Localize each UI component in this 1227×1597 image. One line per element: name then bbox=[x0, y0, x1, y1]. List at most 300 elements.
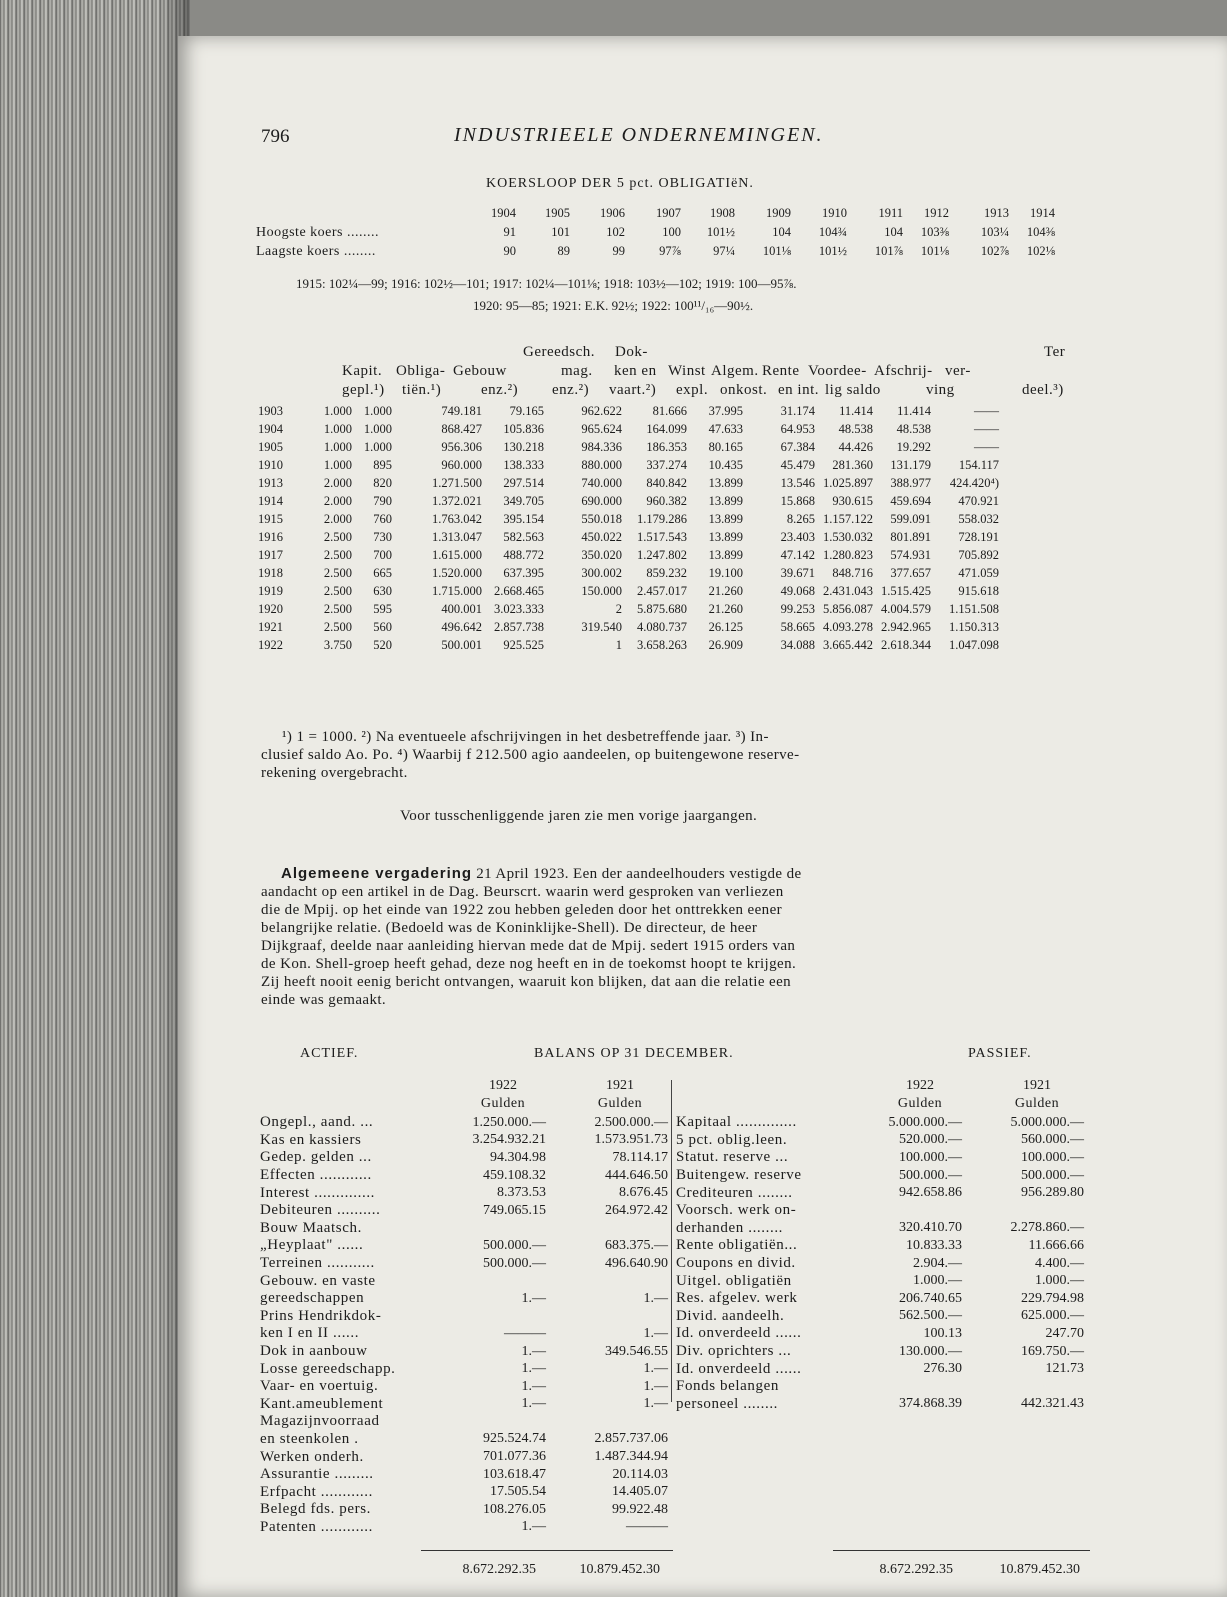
passief-label: Buitengew. reserve bbox=[676, 1167, 802, 1184]
exp-cell: 1.763.042 bbox=[432, 511, 482, 526]
actief-label: Effecten ............ bbox=[260, 1167, 372, 1184]
actief-value: 749.065.15 bbox=[483, 1202, 546, 1218]
actief-unit: Gulden bbox=[597, 1096, 643, 1111]
passief-value: 2.904.— bbox=[913, 1255, 962, 1271]
exp-year: 1921 bbox=[258, 619, 283, 634]
koers-value: 101½ bbox=[706, 225, 735, 239]
actief-value: 3.254.932.21 bbox=[472, 1132, 546, 1148]
actief-label: Gebouw. en vaste bbox=[260, 1272, 376, 1289]
actief-value: 20.114.03 bbox=[612, 1466, 668, 1482]
koers-value: 97¼ bbox=[713, 244, 735, 258]
exp-cell: 459.694 bbox=[890, 493, 931, 508]
passief-row bbox=[676, 1255, 1084, 1273]
passief-value: 100.13 bbox=[923, 1325, 962, 1341]
exp-cell: 2.500 bbox=[323, 619, 352, 634]
passief-unit: Gulden bbox=[897, 1096, 943, 1111]
exp-cell: 19.100 bbox=[708, 565, 743, 580]
actief-total-1922: 8.672.292.35 bbox=[462, 1562, 536, 1577]
actief-label: en steenkolen . bbox=[260, 1430, 359, 1447]
exp-cell: 23.403 bbox=[780, 529, 815, 544]
actief-row bbox=[260, 1466, 668, 1484]
exp-cell: 81.666 bbox=[652, 403, 687, 418]
passief-row bbox=[676, 1360, 1084, 1378]
actief-total-1921: 10.879.452.30 bbox=[579, 1562, 660, 1577]
exp-cell: 58.665 bbox=[780, 619, 815, 634]
koers-value: 89 bbox=[557, 244, 570, 258]
actief-row bbox=[260, 1360, 668, 1378]
koers-year: 1907 bbox=[656, 206, 681, 220]
exp-cell: 26.125 bbox=[708, 619, 743, 634]
exp-cell: 471.059 bbox=[958, 565, 999, 580]
actief-label: Vaar- en voertuig. bbox=[260, 1378, 379, 1395]
exp-cell: 131.179 bbox=[890, 457, 931, 472]
exp-cell: 740.000 bbox=[581, 475, 622, 490]
passief-year-1922: 1922 bbox=[906, 1078, 934, 1093]
passief-value: 625.000.— bbox=[1021, 1308, 1084, 1324]
actief-value: 500.000.— bbox=[483, 1237, 546, 1253]
actief-value bbox=[438, 1220, 546, 1238]
actief-value: 8.373.53 bbox=[497, 1185, 546, 1201]
actief-value: ——— bbox=[626, 1519, 668, 1535]
balans-passief-label: PASSIEF. bbox=[968, 1046, 1032, 1061]
passief-row bbox=[676, 1308, 1084, 1326]
koers-year: 1905 bbox=[545, 206, 570, 220]
exp-cell: 10.435 bbox=[708, 457, 743, 472]
passief-row bbox=[676, 1325, 1084, 1343]
exp-cell: 1.000 bbox=[363, 439, 392, 454]
koers-value: 91 bbox=[503, 225, 516, 239]
exp-cell: 11.414 bbox=[897, 403, 931, 418]
exp-cell: 915.618 bbox=[958, 583, 999, 598]
koers-year-row bbox=[256, 204, 1055, 223]
actief-value: 1.— bbox=[521, 1396, 546, 1412]
exp-cell: 1.615.000 bbox=[432, 547, 482, 562]
exp-cell: 960.382 bbox=[646, 493, 687, 508]
passief-label: Crediteuren ........ bbox=[676, 1184, 793, 1201]
exp-cell: 496.642 bbox=[441, 619, 482, 634]
exp-cell: 2.457.017 bbox=[637, 583, 687, 598]
exp-cell: 349.705 bbox=[503, 493, 544, 508]
actief-value: 500.000.— bbox=[483, 1255, 546, 1271]
passief-unit: Gulden bbox=[1014, 1096, 1060, 1111]
exp-cell: 1.517.543 bbox=[637, 529, 687, 544]
exp-cell: 300.002 bbox=[581, 565, 622, 580]
exp-cell: 700 bbox=[373, 547, 392, 562]
koers-value: 102 bbox=[606, 225, 625, 239]
koers-table bbox=[256, 204, 1055, 261]
actief-row bbox=[260, 1448, 668, 1466]
exp-cell: 582.563 bbox=[503, 529, 544, 544]
exp-header: lig saldo bbox=[825, 382, 881, 398]
exp-cell: 705.892 bbox=[958, 547, 999, 562]
passief-label: Coupons en divid. bbox=[676, 1255, 796, 1272]
passief-label: Fonds belangen bbox=[676, 1378, 779, 1395]
exp-year: 1910 bbox=[258, 457, 283, 472]
passief-label: Statut. reserve ... bbox=[676, 1149, 789, 1166]
exp-cell: 930.615 bbox=[832, 493, 873, 508]
exp-cell: 138.333 bbox=[503, 457, 544, 472]
exp-cell: 186.353 bbox=[646, 439, 687, 454]
exp-row bbox=[258, 456, 999, 474]
exp-header: ken en bbox=[614, 363, 657, 379]
exp-cell: 2.500 bbox=[323, 565, 352, 580]
actief-value bbox=[438, 1308, 546, 1326]
exp-cell: 37.995 bbox=[708, 403, 743, 418]
exp-cell: 859.232 bbox=[646, 565, 687, 580]
exp-row bbox=[258, 510, 999, 528]
koers-note-line2: 1920: 95—85; 1921: E.K. 92½; 1922: 100¹¹/₁₆—90½. bbox=[473, 298, 754, 313]
actief-value: 108.276.05 bbox=[483, 1501, 546, 1517]
actief-value bbox=[546, 1220, 668, 1238]
exp-cell: 665 bbox=[373, 565, 392, 580]
exp-cell: 130.218 bbox=[503, 439, 544, 454]
exp-cell: 500.001 bbox=[441, 637, 482, 652]
exp-year: 1903 bbox=[258, 403, 283, 418]
exp-cell: 31.174 bbox=[780, 403, 815, 418]
passief-label: personeel ........ bbox=[676, 1395, 779, 1412]
actief-value: 444.646.50 bbox=[605, 1167, 668, 1183]
exp-cell: 13.546 bbox=[780, 475, 815, 490]
koers-value: 104 bbox=[772, 225, 791, 239]
exp-row bbox=[258, 582, 999, 600]
passief-label: Id. onverdeeld ...... bbox=[676, 1360, 802, 1377]
exp-cell: 2.857.738 bbox=[494, 619, 544, 634]
exp-cell: 2.500 bbox=[323, 583, 352, 598]
actief-label: Kant.ameublement bbox=[260, 1395, 384, 1412]
actief-row bbox=[260, 1519, 668, 1537]
exp-cell: 790 bbox=[373, 493, 392, 508]
exp-cell: 1.000 bbox=[363, 421, 392, 436]
actief-row bbox=[260, 1378, 668, 1396]
passief-value: 500.000.— bbox=[1021, 1167, 1084, 1183]
actief-row bbox=[260, 1132, 668, 1150]
exp-cell: 2.618.344 bbox=[881, 637, 931, 652]
passief-label: Voorsch. werk on- bbox=[676, 1202, 797, 1219]
exp-header: enz.²) bbox=[552, 382, 590, 398]
exp-cell: 558.032 bbox=[958, 511, 999, 526]
vergadering-line: belangrijke relatie. (Bedoeld was de Koninklijke-Shell). De directeur, de heer bbox=[261, 920, 758, 936]
exp-header: tiën.¹) bbox=[402, 382, 442, 398]
exp-header: enz.²) bbox=[481, 382, 519, 398]
passief-label: Divid. aandeelh. bbox=[676, 1307, 785, 1324]
exp-cell: 2.431.043 bbox=[823, 583, 873, 598]
exp-cell: 150.000 bbox=[581, 583, 622, 598]
exp-cell: 13.899 bbox=[708, 493, 743, 508]
exp-cell: 1.157.122 bbox=[823, 511, 873, 526]
exp-cell: 760 bbox=[373, 511, 392, 526]
book-page-edges bbox=[0, 0, 190, 1597]
koers-value: 104¾ bbox=[818, 225, 847, 239]
exp-cell: 4.080.737 bbox=[637, 619, 687, 634]
actief-row bbox=[260, 1343, 668, 1361]
exp-header: expl. bbox=[676, 382, 709, 398]
exp-cell: 848.716 bbox=[832, 565, 873, 580]
exp-cell: 34.088 bbox=[780, 637, 815, 652]
vergadering-heading: Algemeene vergadering bbox=[281, 865, 473, 882]
actief-row bbox=[260, 1220, 668, 1238]
actief-value: 94.304.98 bbox=[490, 1149, 546, 1165]
exp-cell: 45.479 bbox=[780, 457, 815, 472]
passief-label: Div. oprichters ... bbox=[676, 1343, 792, 1360]
exp-cell: 690.000 bbox=[581, 493, 622, 508]
vorige-jaargangen-note: Voor tusschenliggende jaren zie men vorige jaargangen. bbox=[400, 808, 758, 824]
exp-cell: 44.426 bbox=[838, 439, 873, 454]
exp-cell: 424.420⁴) bbox=[949, 475, 999, 490]
passief-body bbox=[676, 1114, 1084, 1413]
exp-cell: 1.150.313 bbox=[949, 619, 999, 634]
koers-row-label: Laagste koers ........ bbox=[256, 243, 376, 259]
exp-cell: 1.000 bbox=[323, 457, 352, 472]
passief-value: 206.740.65 bbox=[899, 1290, 962, 1306]
exp-cell: 3.665.442 bbox=[823, 637, 873, 652]
actief-value: 925.524.74 bbox=[483, 1431, 546, 1447]
actief-body bbox=[260, 1114, 668, 1536]
exp-cell: 488.772 bbox=[503, 547, 544, 562]
exp-year: 1913 bbox=[258, 475, 283, 490]
passief-value: 10.833.33 bbox=[906, 1237, 962, 1253]
passief-total-1921: 10.879.452.30 bbox=[999, 1562, 1080, 1577]
actief-value: 17.505.54 bbox=[490, 1484, 546, 1500]
koers-value: 100 bbox=[662, 225, 681, 239]
exp-cell: 8.265 bbox=[786, 511, 815, 526]
koers-title: KOERSLOOP DER 5 pct. OBLIGATIëN. bbox=[486, 176, 754, 191]
actief-row bbox=[260, 1431, 668, 1449]
vergadering-line: Dijkgraaf, deelde naar aanleiding hiervan mede dat de Mpij. sedert 1915 orders van bbox=[261, 938, 796, 954]
actief-row bbox=[260, 1184, 668, 1202]
actief-unit: Gulden bbox=[480, 1096, 526, 1111]
exp-cell: 2.500 bbox=[323, 601, 352, 616]
exp-cell: 956.306 bbox=[441, 439, 482, 454]
exp-cell: 377.657 bbox=[890, 565, 931, 580]
exp-header: Dok- bbox=[615, 344, 648, 360]
exp-year: 1905 bbox=[258, 439, 283, 454]
exp-cell: 1.520.000 bbox=[432, 565, 482, 580]
passief-value: 5.000.000.— bbox=[888, 1114, 962, 1130]
exp-row bbox=[258, 402, 999, 420]
exp-cell: 895 bbox=[373, 457, 392, 472]
koers-year: 1904 bbox=[491, 206, 516, 220]
exp-year: 1919 bbox=[258, 583, 283, 598]
footnote-line3: rekening overgebracht. bbox=[261, 765, 408, 781]
exp-cell: 1.515.425 bbox=[881, 583, 931, 598]
koers-year: 1913 bbox=[984, 206, 1009, 220]
exp-cell: 550.018 bbox=[581, 511, 622, 526]
exp-cell: 840.842 bbox=[646, 475, 687, 490]
exp-row bbox=[258, 564, 999, 582]
exp-cell: 1.000 bbox=[323, 403, 352, 418]
exp-year: 1920 bbox=[258, 601, 283, 616]
balans-actief-label: ACTIEF. bbox=[300, 1046, 359, 1061]
actief-value: 1.— bbox=[643, 1361, 668, 1377]
koers-value: 97⅞ bbox=[659, 244, 681, 258]
exp-cell: 2.000 bbox=[323, 511, 352, 526]
exp-cell: 2.000 bbox=[323, 475, 352, 490]
passief-label: derhanden ........ bbox=[676, 1219, 784, 1236]
actief-value: 14.405.07 bbox=[612, 1484, 668, 1500]
passief-value: 121.73 bbox=[1045, 1361, 1084, 1377]
exp-year: 1915 bbox=[258, 511, 283, 526]
passief-total-1922: 8.672.292.35 bbox=[879, 1562, 953, 1577]
passief-label: Id. onverdeeld ...... bbox=[676, 1325, 802, 1342]
exp-cell: 728.191 bbox=[958, 529, 999, 544]
passief-row bbox=[676, 1220, 1084, 1238]
exp-cell: 21.260 bbox=[708, 583, 743, 598]
actief-label: ken I en II ...... bbox=[260, 1325, 360, 1342]
actief-value: 78.114.17 bbox=[612, 1149, 668, 1165]
actief-row bbox=[260, 1237, 668, 1255]
passief-label: Rente obligatiën... bbox=[676, 1237, 798, 1254]
exp-cell: 599.091 bbox=[890, 511, 931, 526]
actief-value: ——— bbox=[504, 1325, 546, 1341]
exp-cell: 1.372.021 bbox=[432, 493, 482, 508]
passief-value: 5.000.000.— bbox=[1010, 1114, 1084, 1130]
actief-value: 1.— bbox=[521, 1378, 546, 1394]
passief-row bbox=[676, 1378, 1084, 1396]
exp-row bbox=[258, 600, 999, 618]
koers-value: 101⅛ bbox=[920, 244, 949, 258]
exp-cell: 1.715.000 bbox=[432, 583, 482, 598]
passief-row bbox=[676, 1184, 1084, 1202]
exp-cell: 925.525 bbox=[503, 637, 544, 652]
exp-header: mag. bbox=[561, 363, 593, 379]
actief-value: 103.618.47 bbox=[483, 1466, 546, 1482]
exp-cell: 3.023.333 bbox=[494, 601, 544, 616]
exp-cell: 13.899 bbox=[708, 511, 743, 526]
exp-cell: 2.000 bbox=[323, 493, 352, 508]
koers-year: 1912 bbox=[924, 206, 949, 220]
passief-value: 130.000.— bbox=[899, 1343, 962, 1359]
koers-value: 99 bbox=[612, 244, 625, 258]
exp-header: Voordee- bbox=[808, 363, 867, 379]
koers-year: 1908 bbox=[710, 206, 735, 220]
passief-table bbox=[676, 1114, 1084, 1413]
actief-value bbox=[438, 1413, 546, 1431]
exp-cell: 67.384 bbox=[780, 439, 815, 454]
koers-row-label: Hoogste koers ........ bbox=[256, 224, 379, 240]
koers-year: 1906 bbox=[600, 206, 625, 220]
exp-cell: 470.921 bbox=[958, 493, 999, 508]
actief-value: 2.500.000.— bbox=[594, 1114, 668, 1130]
exp-cell: 637.395 bbox=[503, 565, 544, 580]
passief-value: 229.794.98 bbox=[1021, 1290, 1084, 1306]
koers-value: 102⅞ bbox=[980, 244, 1009, 258]
passief-value: 2.278.860.— bbox=[1010, 1220, 1084, 1236]
actief-label: Interest .............. bbox=[260, 1184, 376, 1201]
actief-value bbox=[546, 1413, 668, 1431]
actief-value: 1.— bbox=[643, 1396, 668, 1412]
actief-label: Losse gereedschapp. bbox=[260, 1360, 396, 1377]
exp-cell: 26.909 bbox=[708, 637, 743, 652]
passief-value bbox=[962, 1202, 1084, 1220]
balans-divider bbox=[671, 1080, 672, 1402]
actief-value: 1.573.951.73 bbox=[594, 1132, 668, 1148]
exp-cell: 1.271.500 bbox=[432, 475, 482, 490]
exp-cell: 4.093.278 bbox=[823, 619, 873, 634]
passief-value bbox=[854, 1378, 962, 1396]
exp-header: Winst bbox=[668, 363, 706, 379]
exp-cell: 48.538 bbox=[896, 421, 931, 436]
actief-total-rule bbox=[421, 1550, 673, 1551]
exp-cell: 3.658.263 bbox=[637, 637, 687, 652]
exp-cell: 1.000 bbox=[323, 439, 352, 454]
balans-title: BALANS OP 31 DECEMBER. bbox=[534, 1046, 734, 1061]
koers-year: 1914 bbox=[1030, 206, 1055, 220]
actief-value: 1.— bbox=[521, 1519, 546, 1535]
exp-cell: 1.000 bbox=[323, 421, 352, 436]
actief-label: Werken onderh. bbox=[260, 1448, 364, 1465]
passief-row bbox=[676, 1396, 1084, 1414]
actief-label: Terreinen ........... bbox=[260, 1255, 375, 1272]
exp-cell: 47.142 bbox=[780, 547, 815, 562]
actief-row bbox=[260, 1167, 668, 1185]
passief-value: 520.000.— bbox=[899, 1132, 962, 1148]
exp-cell: 21.260 bbox=[708, 601, 743, 616]
exp-cell: 47.633 bbox=[708, 421, 743, 436]
actief-value: 1.— bbox=[643, 1378, 668, 1394]
exp-cell: 2.500 bbox=[323, 547, 352, 562]
exp-header: Gebouw bbox=[453, 363, 507, 379]
actief-value: 1.— bbox=[643, 1290, 668, 1306]
actief-value: 1.487.344.94 bbox=[594, 1449, 668, 1465]
actief-row bbox=[260, 1114, 668, 1132]
footnote-line2: clusief saldo Ao. Po. ⁴) Waarbij f 212.500 agio aandeelen, op buitengewone reserve- bbox=[261, 747, 800, 763]
actief-value: 349.546.55 bbox=[605, 1343, 668, 1359]
exp-cell: 11.414 bbox=[839, 403, 873, 418]
exp-cell: 80.165 bbox=[708, 439, 743, 454]
koers-row-laagste bbox=[256, 242, 1055, 261]
actief-label: Assurantie ......... bbox=[260, 1466, 374, 1483]
actief-label: Dok in aanbouw bbox=[260, 1343, 368, 1360]
exp-header: Afschrij- bbox=[874, 363, 933, 379]
vergadering-line: Zij heeft nooit eenig bericht ontvangen, waaruit kon blijken, dat aan die relatie een bbox=[261, 974, 792, 990]
exp-cell: 13.899 bbox=[708, 475, 743, 490]
exp-row bbox=[258, 546, 999, 564]
koers-value: 102⅛ bbox=[1026, 244, 1055, 258]
exp-cell: 984.336 bbox=[581, 439, 622, 454]
exp-header: en int. bbox=[778, 382, 819, 398]
koers-year: 1911 bbox=[878, 206, 903, 220]
actief-value: 1.— bbox=[521, 1290, 546, 1306]
actief-value bbox=[546, 1272, 668, 1290]
vergadering-line: 21 April 1923. Een der aandeelhouders vestigde de bbox=[476, 866, 802, 882]
actief-label: Gedep. gelden ... bbox=[260, 1149, 372, 1166]
actief-label: Ongepl., aand. ... bbox=[260, 1114, 374, 1131]
exp-cell: 39.671 bbox=[780, 565, 815, 580]
exp-cell: 520 bbox=[373, 637, 392, 652]
exp-cell: 13.899 bbox=[708, 547, 743, 562]
koers-value: 104 bbox=[884, 225, 903, 239]
exp-cell: 395.154 bbox=[503, 511, 544, 526]
passief-row bbox=[676, 1290, 1084, 1308]
exp-cell: 1.313.047 bbox=[432, 529, 482, 544]
exp-cell: 164.099 bbox=[646, 421, 687, 436]
actief-row bbox=[260, 1255, 668, 1273]
passief-label: 5 pct. oblig.leen. bbox=[676, 1131, 788, 1148]
exp-year: 1914 bbox=[258, 493, 283, 508]
actief-label: Bouw Maatsch. bbox=[260, 1219, 362, 1236]
exp-year: 1922 bbox=[258, 637, 283, 652]
passief-value: 1.000.— bbox=[1035, 1273, 1084, 1289]
exp-row bbox=[258, 528, 999, 546]
actief-label: Magazijnvoorraad bbox=[260, 1413, 380, 1430]
koers-value: 101½ bbox=[818, 244, 847, 258]
exp-cell: 560 bbox=[373, 619, 392, 634]
exp-row bbox=[258, 420, 999, 438]
koers-year: 1910 bbox=[822, 206, 847, 220]
exp-cell: 574.931 bbox=[890, 547, 931, 562]
page-number: 796 bbox=[261, 126, 290, 147]
exp-row bbox=[258, 438, 999, 456]
